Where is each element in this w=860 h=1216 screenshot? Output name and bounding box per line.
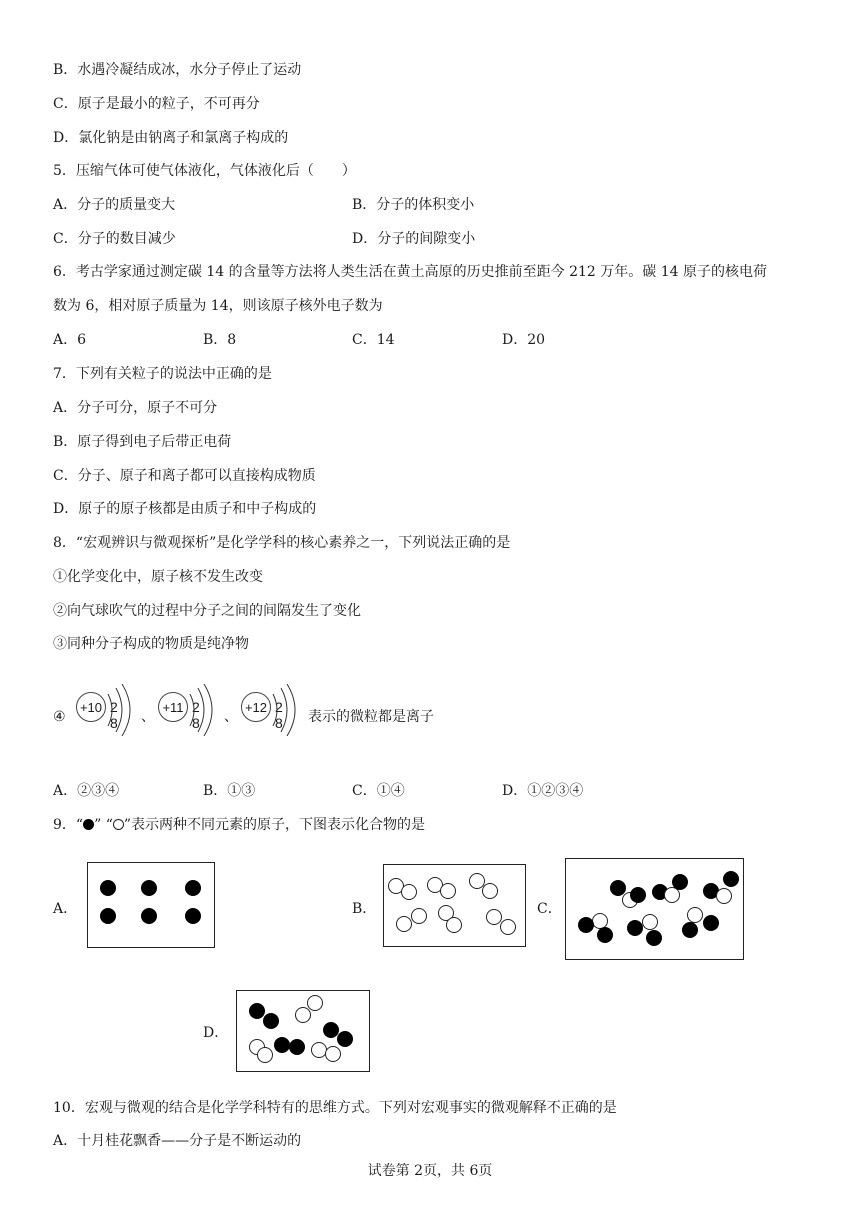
q8-option-c: C．①④ [352,783,405,799]
white-atom [716,888,732,904]
black-atom [672,874,688,890]
white-atom [482,883,498,899]
electron-shells: 2 8 [192,699,200,731]
q9-diagram-d [236,990,370,1072]
black-atom [703,915,719,931]
q8-statement-2: ②向气球吹气的过程中分子之间的间隔发生了变化 [53,603,361,619]
page-footer: 试卷第 2页，共 6页 [367,1163,493,1179]
q10-option-a: A．十月桂花飘香——分子是不断运动的 [53,1133,302,1149]
black-atom [185,880,201,896]
q10-stem: 10．宏观与微观的结合是化学学科特有的思维方式。下列对宏观事实的微观解释不正确的是 [53,1100,617,1116]
black-atom [289,1039,305,1055]
q8-stem: 8．“宏观辨识与微观探析”是化学学科的核心素养之一，下列说法正确的是 [53,535,511,551]
q4-option-c: C．原子是最小的粒子，不可再分 [53,96,260,112]
white-atom [687,907,703,923]
electron-shells: 2 8 [275,699,283,731]
q4-option-b: B．水遇冷凝结成冰，水分子停止了运动 [53,62,302,78]
q9-label-a: A． [53,901,78,917]
white-atom [446,917,462,933]
white-atom [257,1047,273,1063]
separator: 、 [141,709,155,725]
white-atom [401,884,417,900]
black-atom-icon [83,819,94,830]
q8-option-a: A．②③④ [53,783,120,799]
q5-option-d: D．分子的间隙变小 [352,231,476,247]
white-atom [486,909,502,925]
black-atom [141,880,157,896]
white-atom [642,914,658,930]
q9-number: 9． [53,817,76,833]
q5-stem: 5．压缩气体可使气体液化，气体液化后（ ） [53,163,356,179]
electron-shell-arcs [94,684,138,736]
black-atom [630,887,646,903]
black-atom [578,917,594,933]
q4-option-d: D．氯化钠是由钠离子和氯离子构成的 [53,130,289,146]
q9-label-b: B． [352,901,377,917]
q9-stem [53,815,425,835]
white-atom [411,908,427,924]
q7-stem: 7．下列有关粒子的说法中正确的是 [53,366,272,382]
black-atom [185,908,201,924]
q8-statement-1: ①化学变化中，原子核不发生改变 [53,569,263,585]
q6-option-d: D．20 [502,332,546,348]
white-atom [325,1046,341,1062]
black-atom [627,920,643,936]
q8-option-b: B．①③ [203,783,256,799]
black-atom [337,1031,353,1047]
white-atom [440,883,456,899]
q7-option-c: C．分子、原子和离子都可以直接构成物质 [53,468,316,484]
white-atom [396,916,412,932]
q9-label-d: D． [203,1025,229,1041]
q7-option-a: A．分子可分，原子不可分 [53,400,218,416]
q9-diagram-c [565,858,744,960]
black-atom [682,922,698,938]
black-atom [597,927,613,943]
q8-statement-3: ③同种分子构成的物质是纯净物 [53,636,249,652]
q6-stem-line2: 数为 6，相对原子质量为 14，则该原子核外电子数为 [53,298,383,314]
black-atom [100,908,116,924]
q7-option-d: D．原子的原子核都是由质子和中子构成的 [53,501,317,517]
q7-option-b: B．原子得到电子后带正电荷 [53,434,232,450]
black-atom [646,930,662,946]
nucleus-circle: +12 [241,692,271,722]
white-atom [307,995,323,1011]
black-atom [263,1013,279,1029]
electron-shell-arcs [176,684,220,736]
q6-option-c: C．14 [352,332,395,348]
black-atom [249,1003,265,1019]
quote-open: “ [75,817,84,833]
q6-option-b: B．8 [203,332,237,348]
q5-option-c: C．分子的数目减少 [53,231,176,247]
q5-option-a: A．分子的质量变大 [53,197,176,213]
electron-shells: 2 8 [110,699,118,731]
q9-diagram-b [383,864,526,947]
quote-mid: ” “ [94,817,113,833]
black-atom [723,871,739,887]
black-atom [141,908,157,924]
white-atom [295,1007,311,1023]
white-atom-icon [113,819,124,830]
q6-stem-line1: 6．考古学家通过测定碳 14 的含量等方法将人类生活在黄土高原的历史推前至距今 212 万年。碳 14 原子的核电荷 [53,264,767,280]
electron-shell-arcs [259,684,303,736]
q9-diagram-a [87,862,215,948]
q9-label-c: C． [537,901,562,917]
q6-option-a: A．6 [53,332,87,348]
nucleus-circle: +11 [158,692,188,722]
black-atom [100,880,116,896]
nucleus-circle: +10 [76,692,106,722]
q8-statement-4-label: ④ [53,709,66,725]
separator: 、 [224,709,238,725]
q8-option-d: D．①②③④ [502,783,584,799]
black-atom [274,1037,290,1053]
q5-option-b: B．分子的体积变小 [352,197,475,213]
white-atom [500,919,516,935]
q9-stem-text: ”表示两种不同元素的原子，下图表示化合物的是 [123,817,426,833]
q8-statement-4-text: 表示的微粒都是离子 [308,709,434,725]
